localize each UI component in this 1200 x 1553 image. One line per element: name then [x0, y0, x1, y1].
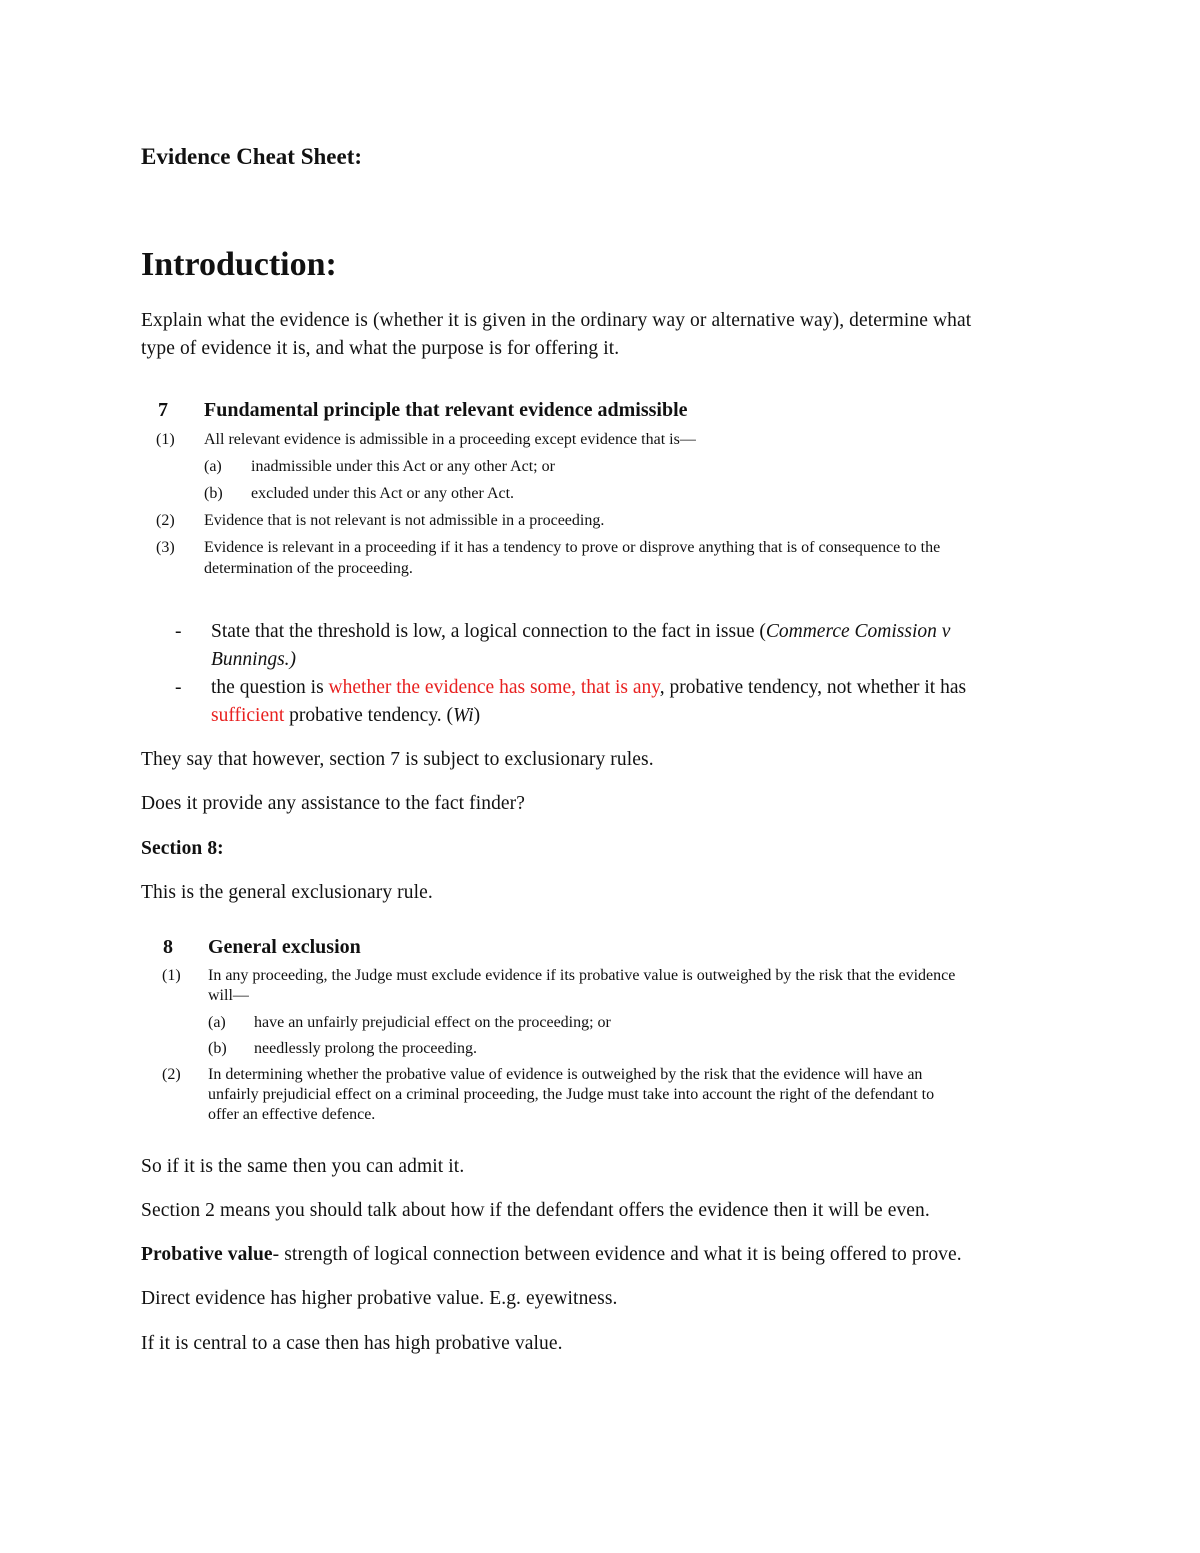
s8-p1-text-2: will— — [208, 987, 249, 1004]
s7-b-text: excluded under this Act or any other Act. — [251, 485, 515, 502]
s8-p2-text-2: unfairly prejudicial effect on a criminal proceeding, the Judge must take into account the right of the defendant to — [208, 1086, 935, 1103]
para-subject: They say that however, section 7 is subject to exclusionary rules. — [141, 749, 654, 770]
bullet-1-case-cont: Bunnings.) — [211, 649, 297, 670]
s7-p2-label: (2) — [156, 512, 175, 529]
bullet-1-case: Commerce Comission v — [765, 621, 951, 642]
s8-a-text: have an unfairly prejudicial effect on the proceeding; or — [254, 1014, 611, 1031]
s7-p2-text: Evidence that is not relevant is not admissible in a proceeding. — [204, 512, 605, 529]
s7-p1-text: All relevant evidence is admissible in a proceeding except evidence that is— — [204, 431, 696, 448]
s8-b-text: needlessly prolong the proceeding. — [254, 1040, 478, 1057]
s8-a-label: (a) — [208, 1014, 226, 1031]
s8-number: 8 — [163, 936, 173, 958]
probative-label: Probative value — [141, 1244, 273, 1265]
s7-b-label: (b) — [204, 485, 223, 502]
s8-p1-text-1: In any proceeding, the Judge must exclude evidence if its probative value is outweighed by the risk that the evidence — [208, 967, 956, 984]
s8-p1-label: (1) — [162, 967, 181, 984]
section-8-heading: Section 8: — [141, 838, 224, 859]
s7-p3-text-1: Evidence is relevant in a proceeding if it has a tendency to prove or disprove anything that is of consequence to the — [204, 539, 941, 556]
bullet-2-close: ) — [473, 705, 481, 726]
s7-a-label: (a) — [204, 458, 222, 475]
bullet-2-post: probative tendency. ( — [284, 705, 454, 726]
bullet-2-highlight: whether the evidence has some, that is any — [328, 677, 660, 698]
para-direct: Direct evidence has higher probative value. E.g. eyewitness. — [141, 1288, 618, 1309]
bullet-2 — [211, 674, 1061, 730]
s8-b-label: (b) — [208, 1040, 227, 1057]
bullet-1-text: State that the threshold is low, a logical connection to the fact in issue ( — [211, 621, 766, 642]
para-general: This is the general exclusionary rule. — [141, 882, 433, 903]
document-title: Evidence Cheat Sheet: — [141, 144, 363, 169]
bullet-2-case: Wi — [453, 705, 474, 726]
para-section-2: Section 2 means you should talk about how if the defendant offers the evidence then it will be even. — [141, 1200, 930, 1221]
s7-number: 7 — [158, 399, 168, 421]
bullet-2-mid: , probative tendency, not whether it has — [659, 677, 967, 698]
s8-p2-text-1: In determining whether the probative value of evidence is outweighed by the risk that the evidence will have an — [208, 1066, 923, 1083]
intro-paragraph — [141, 307, 1061, 363]
probative-text: - strength of logical connection between evidence and what it is being offered to prove. — [272, 1244, 962, 1265]
s8-p2-label: (2) — [162, 1066, 181, 1083]
s7-p1-label: (1) — [156, 431, 175, 448]
s7-title: Fundamental principle that relevant evidence admissible — [204, 399, 688, 421]
s7-p3-text-2: determination of the proceeding. — [204, 560, 413, 577]
para-assist: Does it provide any assistance to the fact finder? — [141, 793, 526, 814]
bullet-1 — [211, 618, 1061, 674]
bullet-2-highlight-2: sufficient — [211, 705, 285, 726]
para-same: So if it is the same then you can admit it. — [141, 1156, 465, 1177]
s8-p2-text-3: offer an effective defence. — [208, 1106, 376, 1123]
introduction-heading: Introduction: — [141, 246, 337, 283]
s7-a-text: inadmissible under this Act or any other Act; or — [251, 458, 555, 475]
intro-line-2: type of evidence it is, and what the purpose is for offering it. — [141, 338, 620, 359]
intro-line-1: Explain what the evidence is (whether it is given in the ordinary way or alternative way), determine what — [141, 310, 972, 331]
s7-p3-label: (3) — [156, 539, 175, 556]
bullet-dash-1: - — [175, 621, 182, 642]
para-probative — [141, 1241, 962, 1269]
bullet-2-pre: the question is — [211, 677, 329, 698]
s8-title: General exclusion — [208, 936, 361, 958]
para-central: If it is central to a case then has high probative value. — [141, 1333, 563, 1354]
bullet-dash-2: - — [175, 677, 182, 698]
